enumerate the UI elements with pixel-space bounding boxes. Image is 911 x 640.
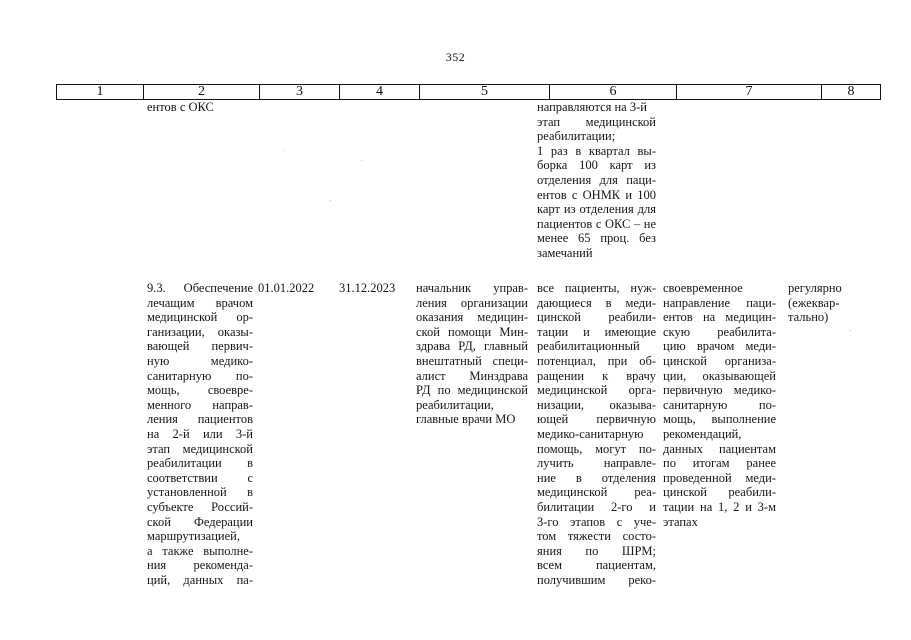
text-line: маршрутизацией,: [147, 529, 240, 544]
text-line: реабилитации,: [416, 397, 494, 412]
text-line: медицинской орга-: [537, 383, 656, 398]
text-line: регулярно: [788, 281, 842, 295]
frequency: [788, 281, 850, 325]
text-line: ращении к врачу: [537, 368, 656, 383]
text-line: получившим реко-: [537, 572, 656, 587]
text-line: потенциал, при об-: [537, 353, 656, 368]
column-number-header: [56, 84, 881, 100]
text-line: ции, оказывающей: [663, 368, 776, 383]
text-line: пациентов с ОКС – не: [537, 216, 656, 231]
text-line: медицинской реа-: [537, 485, 656, 500]
text-line: билитации 2-го и: [537, 499, 656, 514]
text-line: (ежеквар-: [788, 295, 840, 310]
header-row: [57, 85, 881, 100]
text-line: скую реабилита-: [663, 324, 776, 339]
continuation-col2-text: [147, 100, 253, 115]
target-indicator: [537, 281, 656, 587]
header-col-8: 8: [822, 85, 881, 100]
text-line: карт из отделения для: [537, 202, 656, 217]
header-col-4: 4: [340, 85, 420, 100]
text-line: медицинской ор-: [147, 310, 253, 325]
text-line: ную медико-: [147, 353, 253, 368]
text-line: лечащим врачом: [147, 295, 253, 310]
text-line: дающиеся в меди-: [537, 295, 656, 310]
text-line: главные врачи МО: [416, 412, 516, 427]
text-line: а также выполне-: [147, 543, 253, 558]
text-line: мощь, своевре-: [147, 383, 253, 398]
text-line: соответствии с: [147, 470, 253, 485]
text-line: данных пациентам: [663, 441, 776, 456]
header-col-6: 6: [550, 85, 677, 100]
text-line: этап медицинской: [537, 114, 656, 129]
text-line: РД по медицинской: [416, 383, 528, 398]
text-line: ентов с ОКС: [147, 100, 214, 114]
text-line: направление паци-: [663, 295, 776, 310]
text-line: том тяжести состо-: [537, 529, 656, 544]
text-line: 1 раз в квартал вы-: [537, 143, 656, 158]
header-col-2: 2: [144, 85, 260, 100]
text-line: ской помощи Мин-: [416, 324, 528, 339]
text-line: реабилитационный: [537, 339, 640, 354]
text-line: тации на 1, 2 и 3-м: [663, 499, 776, 514]
text-line: проведенной меди-: [663, 470, 776, 485]
text-line: ций, данных па-: [147, 572, 253, 587]
text-line: ления пациентов: [147, 412, 253, 427]
text-line: тально): [788, 310, 829, 325]
text-line: тации и имеющие: [537, 324, 656, 339]
text-line: замечаний: [537, 245, 593, 260]
text-line: цию врачом меди-: [663, 339, 776, 354]
text-line: этап медицинской: [147, 441, 253, 456]
text-line: вающей первич-: [147, 339, 253, 354]
expected-result: [663, 281, 776, 529]
text-line: борка 100 карт из: [537, 158, 656, 173]
text-line: алист Минздрава: [416, 368, 528, 383]
text-line: цинской реабили-: [537, 310, 656, 325]
text-line: цинской реабили-: [663, 485, 776, 500]
text-line: оказания медицин-: [416, 310, 528, 325]
responsible-persons: [416, 281, 528, 427]
text-line: помощь, могут по-: [537, 441, 656, 456]
text-line: направляются на 3-й: [537, 100, 647, 114]
text-line: мощь, выполнение: [663, 412, 776, 427]
page-number: 352: [445, 50, 466, 64]
text-line: по итогам ранее: [663, 456, 776, 471]
text-line: субъекте Россий-: [147, 499, 253, 514]
text-line: на 2-й или 3-й: [147, 426, 253, 441]
start-date: [258, 281, 330, 296]
text-line: 31.12.2023: [339, 281, 396, 295]
text-line: ления организации: [416, 295, 528, 310]
text-line: яния по ШРМ;: [537, 543, 656, 558]
text-line: здрава РД, главный: [416, 339, 528, 354]
text-line: медико-санитарную: [537, 426, 644, 441]
header-col-1: 1: [57, 85, 144, 100]
text-line: лучить направле-: [537, 456, 656, 471]
text-line: санитарную по-: [663, 397, 776, 412]
end-date: [339, 281, 411, 296]
text-line: реабилитации;: [537, 129, 616, 144]
text-line: ющей первичную: [537, 412, 656, 427]
text-line: начальник управ-: [416, 281, 528, 295]
text-line: ганизации, оказы-: [147, 324, 253, 339]
header-col-7: 7: [677, 85, 822, 100]
text-line: этапах: [663, 514, 698, 529]
text-line: ентов с ОНМК и 100: [537, 187, 656, 202]
text-line: ской Федерации: [147, 514, 253, 529]
text-line: рекомендаций,: [663, 426, 742, 441]
text-line: первичную медико-: [663, 383, 776, 398]
text-line: менее 65 проц. без: [537, 231, 656, 246]
continuation-col6-text: [537, 100, 656, 261]
text-line: всем пациентам,: [537, 558, 656, 573]
activity-description: [147, 281, 253, 587]
text-line: ентов на медицин-: [663, 310, 776, 325]
text-line: цинской организа-: [663, 353, 776, 368]
header-col-5: 5: [420, 85, 550, 100]
text-line: менного направ-: [147, 397, 253, 412]
text-line: установленной в: [147, 485, 253, 500]
text-line: 3-го этапов с уче-: [537, 514, 656, 529]
text-line: ние в отделения: [537, 470, 656, 485]
header-col-3: 3: [260, 85, 340, 100]
text-line: 9.3. Обеспечение: [147, 281, 253, 295]
text-line: отделения для паци-: [537, 172, 656, 187]
text-line: санитарную по-: [147, 368, 253, 383]
text-line: 01.01.2022: [258, 281, 315, 295]
text-line: внештатный специ-: [416, 353, 528, 368]
text-line: ния рекоменда-: [147, 558, 253, 573]
text-line: своевременное: [663, 281, 743, 295]
text-line: все пациенты, нуж-: [537, 281, 656, 295]
text-line: реабилитации в: [147, 456, 253, 471]
text-line: низации, оказыва-: [537, 397, 656, 412]
